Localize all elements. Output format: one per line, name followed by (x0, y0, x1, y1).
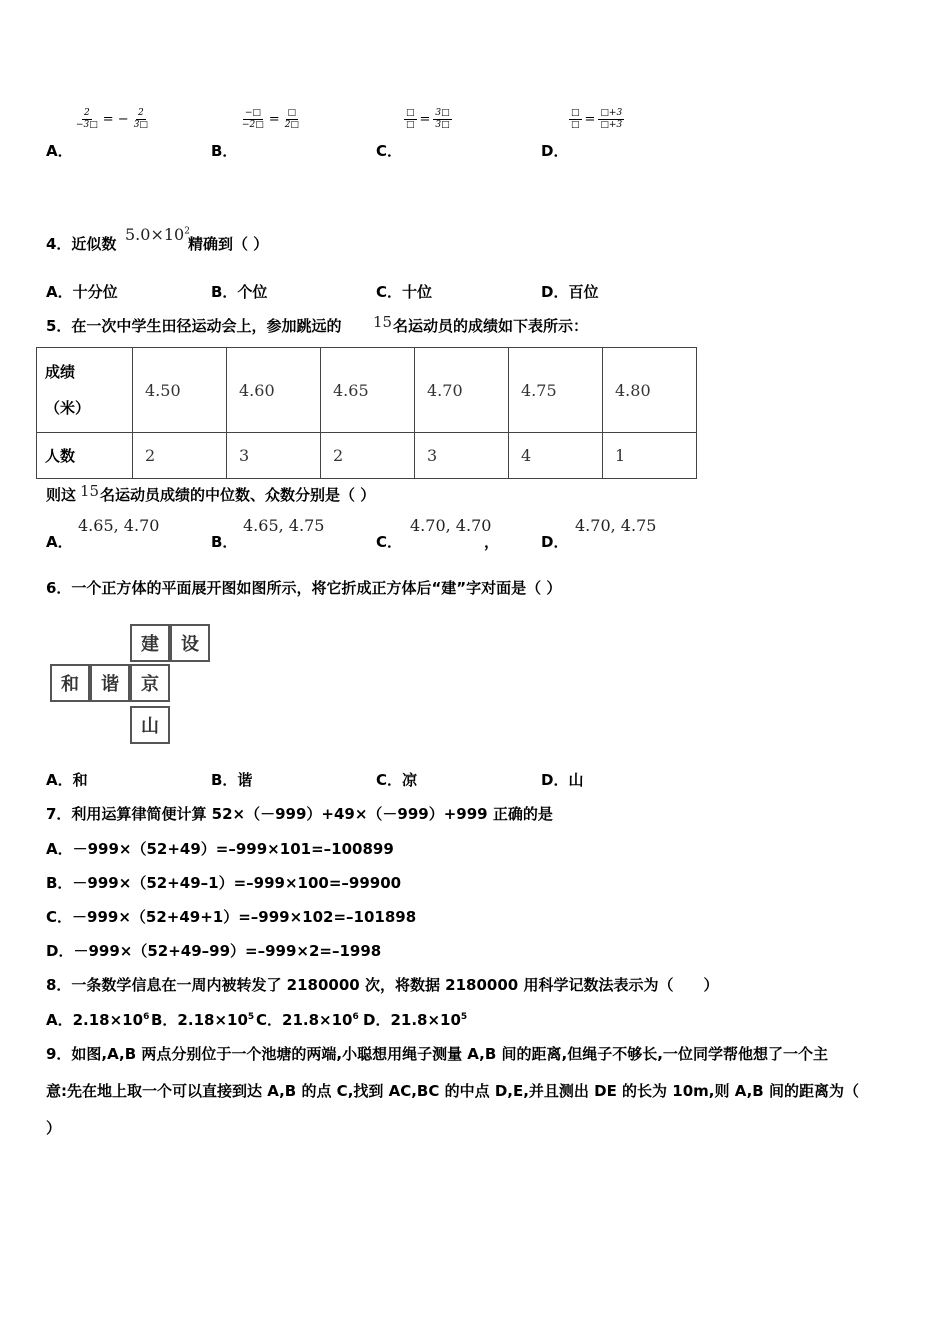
q4-suffix: 精确到（ ） (188, 235, 269, 253)
q7-option-b[interactable]: B．－999×（52+49–1）=–999×100=–99900 (46, 874, 402, 892)
q5-followup-count: 15 (80, 482, 100, 500)
q3-option-d[interactable]: D． (541, 142, 569, 160)
table-cell: 1 (603, 433, 697, 479)
table-cell: 3 (227, 433, 321, 479)
cube-net-figure (50, 624, 215, 746)
q6-option-d[interactable]: D．山 (541, 771, 584, 789)
q6-option-c[interactable]: C．凉 (376, 771, 418, 789)
table-cell: 2 (321, 433, 415, 479)
table-cell: 3 (415, 433, 509, 479)
q8-option-a[interactable]: A．$2.18\times 10^6$ (46, 1011, 150, 1029)
table-cell: 4.65 (321, 348, 415, 433)
q9-line3: ） (46, 1119, 62, 1137)
q7-option-a[interactable]: A．－999×（52+49）=–999×101=–100899 (46, 840, 394, 858)
table-cell: 4.80 (603, 348, 697, 433)
q5-followup-prefix: 则这 (46, 486, 77, 504)
q5-option-c-comma: ， (484, 533, 500, 551)
table-cell: 4.50 (133, 348, 227, 433)
q3-option-c[interactable]: C． (376, 142, 403, 160)
q5-option-a-value: 4.65, 4.70 (78, 516, 160, 535)
q6-text: 6．一个正方体的平面展开图如图所示，将它折成正方体后“建”字对面是（ ） (46, 579, 562, 597)
table-header-score: 成绩 （米） (37, 348, 133, 433)
table-cell: 4.70 (415, 348, 509, 433)
q6-option-b[interactable]: B．谐 (211, 771, 253, 789)
q5-option-c[interactable]: C． (376, 533, 403, 551)
q3-option-a[interactable]: A． (46, 142, 73, 160)
table-cell: 4.75 (509, 348, 603, 433)
cube-face-he: 和 (50, 664, 90, 702)
q4-prefix: 4．近似数 (46, 235, 117, 253)
table-cell: 4.60 (227, 348, 321, 433)
q8-option-d[interactable]: D．$21.8\times 10^5$ (363, 1011, 468, 1029)
q3-option-b-formula: $\frac{-□}{-2□}$ = $\frac{□}{2□}$ (242, 108, 299, 130)
q5-option-b[interactable]: B． (211, 533, 238, 551)
q7-option-d[interactable]: D．－999×（52+49–99）=–999×2=–1998 (46, 942, 382, 960)
q7-option-c[interactable]: C．－999×（52+49+1）=–999×102=–101898 (46, 908, 417, 926)
q4-option-b[interactable]: B．个位 (211, 283, 268, 301)
q5-count: 15 (373, 313, 393, 331)
scores-table (36, 347, 697, 479)
q3-option-d-formula: $\frac{□}{□}$ = $\frac{□+3}{□+3}$ (571, 108, 623, 130)
q4-number: $5.0\times 10^2$ (125, 225, 190, 244)
cube-face-she: 设 (170, 624, 210, 662)
q5-option-d[interactable]: D． (541, 533, 569, 551)
q5-followup-suffix: 名运动员成绩的中位数、众数分别是（ ） (100, 486, 376, 504)
q4-option-a[interactable]: A．十分位 (46, 283, 118, 301)
q4-option-c[interactable]: C．十位 (376, 283, 433, 301)
q4-option-d[interactable]: D．百位 (541, 283, 599, 301)
q5-option-b-value: 4.65, 4.75 (243, 516, 325, 535)
q5-prefix: 5．在一次中学生田径运动会上，参加跳远的 (46, 317, 342, 335)
q3-option-c-formula: $\frac{□}{□}$ = $\frac{3□}{3□}$ (406, 108, 450, 130)
q5-suffix: 名运动员的成绩如下表所示： (393, 317, 589, 335)
table-header-count: 人数 (37, 433, 133, 479)
cube-face-shan: 山 (130, 706, 170, 744)
q9-line2: 意:先在地上取一个可以直接到达 A,B 的点 C,找到 AC,BC 的中点 D,E,并且测出 DE 的长为 10m,则 A,B 间的距离为（ (46, 1082, 859, 1100)
q8-option-b[interactable]: B．$2.18\times 10^5$ (151, 1011, 255, 1029)
q5-option-a[interactable]: A． (46, 533, 73, 551)
q5-option-c-value: 4.70, 4.70 (410, 516, 492, 535)
q9-line1: 9．如图,A,B 两点分别位于一个池塘的两端,小聪想用绳子测量 A,B 间的距离,但绳子不够长,一位同学帮他想了一个主 (46, 1045, 828, 1063)
q3-option-a-formula: $\frac{2}{-3□}$ = − $\frac{2}{3□}$ (76, 108, 148, 130)
q8-text: 8．一条数学信息在一周内被转发了 2180000 次，将数据 2180000 用科学记数法表示为（ ） (46, 976, 719, 994)
cube-face-xie: 谐 (90, 664, 130, 702)
table-row (37, 348, 697, 433)
cube-face-jing: 京 (130, 664, 170, 702)
table-cell: 2 (133, 433, 227, 479)
q6-option-a[interactable]: A．和 (46, 771, 88, 789)
q3-option-b[interactable]: B． (211, 142, 238, 160)
cube-face-jian: 建 (130, 624, 170, 662)
table-row (37, 433, 697, 479)
q8-option-c[interactable]: C．$21.8\times 10^6$ (256, 1011, 359, 1029)
table-cell: 4 (509, 433, 603, 479)
q5-option-d-value: 4.70, 4.75 (575, 516, 657, 535)
q7-text: 7．利用运算律简便计算 52×（－999）+49×（－999）+999 正确的是 (46, 805, 553, 823)
